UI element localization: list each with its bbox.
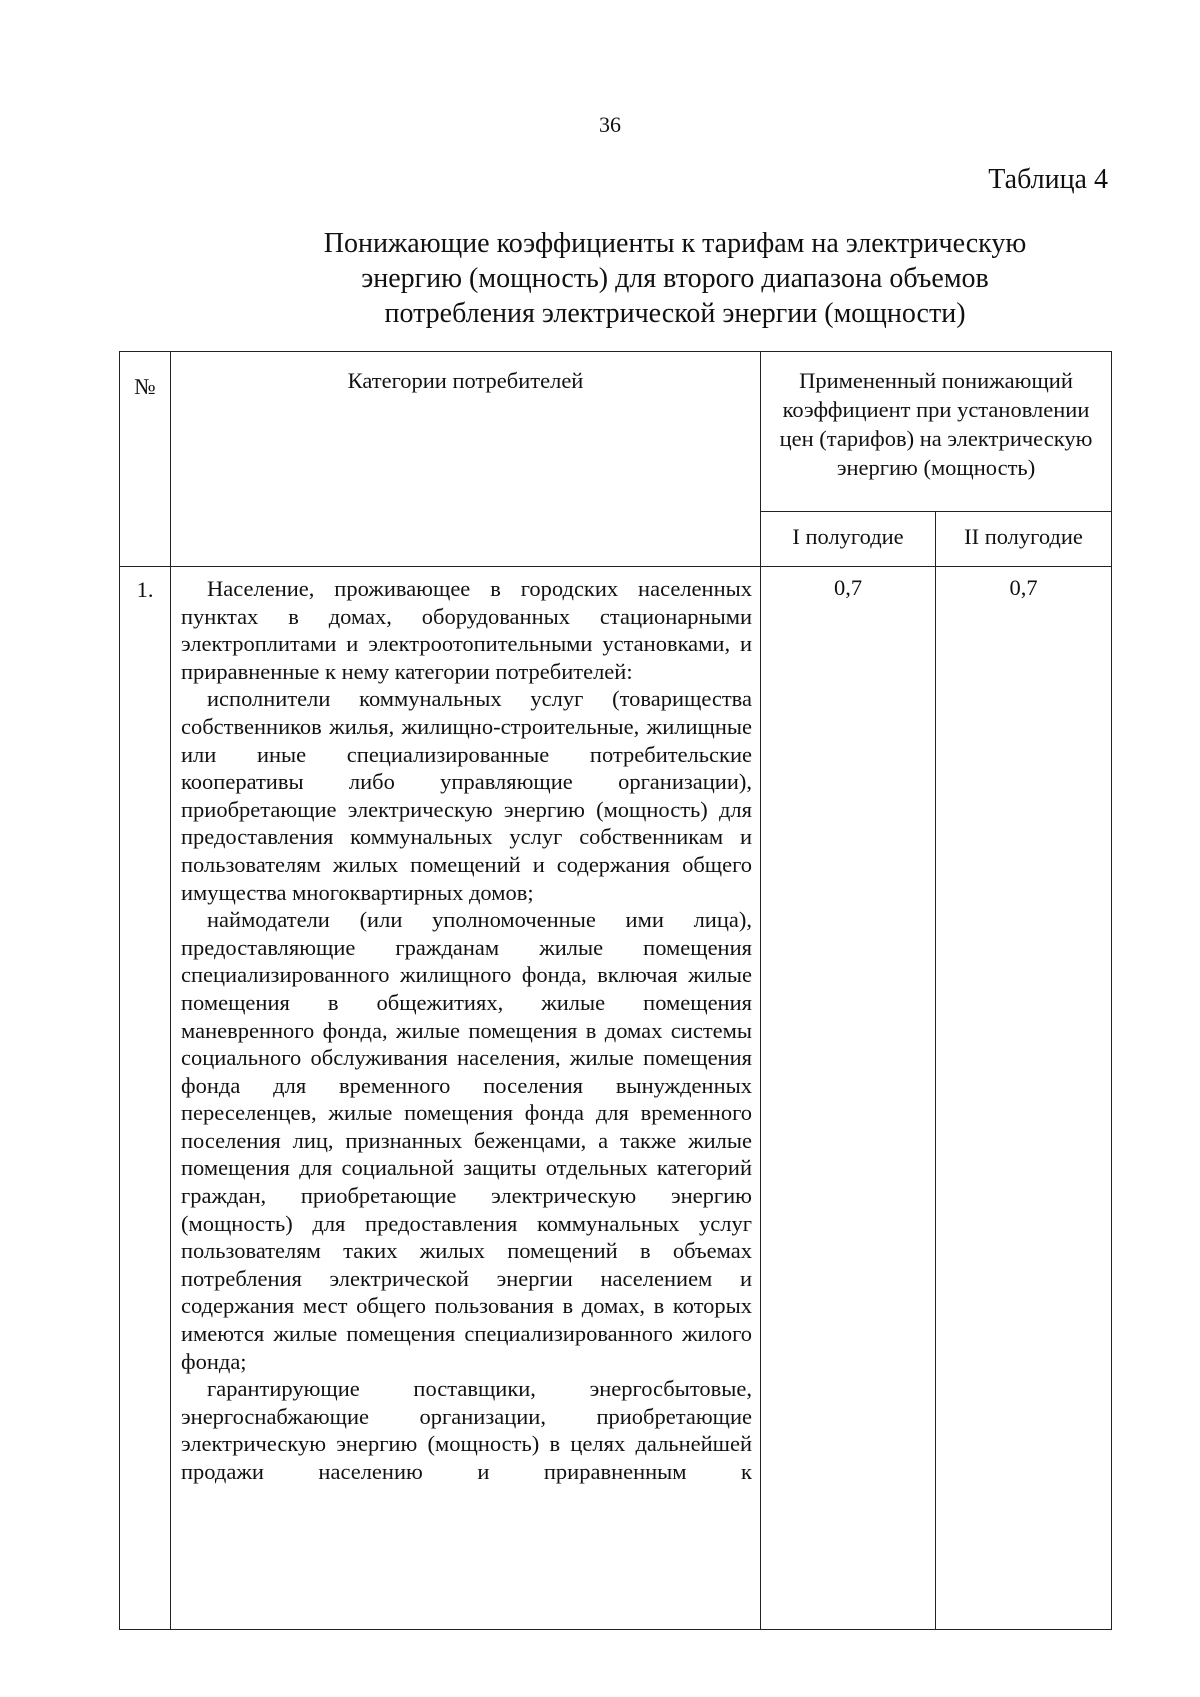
header-category: Категории потребителей bbox=[171, 352, 761, 567]
category-paragraph: гарантирующие поставщики, энергосбытовые, энергоснабжающие организации, приобретающие электрическую энергию (мощность) в целях дальнейшей продажи населению и приравненным к bbox=[181, 1376, 752, 1484]
row-number: 1. bbox=[120, 567, 171, 1630]
table-header-row bbox=[120, 352, 1112, 512]
header-coefficient: Примененный понижающий коэффициент при установлении цен (тарифов) на электрическую энергию (мощность) bbox=[761, 352, 1112, 512]
category-paragraph: исполнители коммунальных услуг (товарищества собственников жилья, жилищно-строительные, жилищные или иные специализированные потребительские кооперативы либо управляющие организации), приобретающие электрическую энергию (мощность) для предоставления коммунальных услуг собственникам и пользователям жилых помещений и содержания общего имущества многоквартирных домов; bbox=[181, 686, 752, 905]
category-paragraph: наймодатели (или уполномоченные ими лица), предоставляющие гражданам жилые помещения специализированного жилищного фонда, включая жилые помещения в общежитиях, жилые помещения маневренного фонда, жилые помещения в домах системы социального обслуживания населения, жилые помещения фонда для временного поселения вынужденных переселенцев, жилые помещения фонда для временного поселения лиц, признанных беженцами, а также жилые помещения для социальной защиты отдельных категорий граждан, приобретающие электрическую энергию (мощность) для предоставления коммунальных услуг пользователям таких жилых помещений в объемах потребления электрической энергии населением и содержания мест общего пользования в домах, в которых имеются жилые помещения специализированного жилого фонда; bbox=[181, 907, 752, 1374]
title-line: энергию (мощность) для второго диапазона объемов bbox=[361, 263, 989, 294]
page-number: 36 bbox=[599, 112, 621, 137]
category-cell bbox=[171, 567, 761, 1630]
header-number: № bbox=[120, 352, 171, 567]
document-title bbox=[200, 226, 1150, 331]
header-first-half: I полугодие bbox=[761, 512, 936, 567]
header-second-half: II полугодие bbox=[936, 512, 1112, 567]
title-line: потребления электрической энергии (мощности) bbox=[384, 298, 966, 329]
second-half-value: 0,7 bbox=[936, 567, 1112, 1630]
table-label: Таблица 4 bbox=[988, 164, 1108, 195]
category-paragraph: Население, проживающее в городских населенных пунктах в домах, оборудованных стационарными электроплитами и электроотопительными установками, и приравненные к нему категории потребителей: bbox=[181, 576, 752, 684]
coefficients-table bbox=[119, 351, 1112, 1630]
first-half-value: 0,7 bbox=[761, 567, 936, 1630]
title-line: Понижающие коэффициенты к тарифам на электрическую bbox=[323, 228, 1027, 259]
table-row bbox=[120, 567, 1112, 1630]
